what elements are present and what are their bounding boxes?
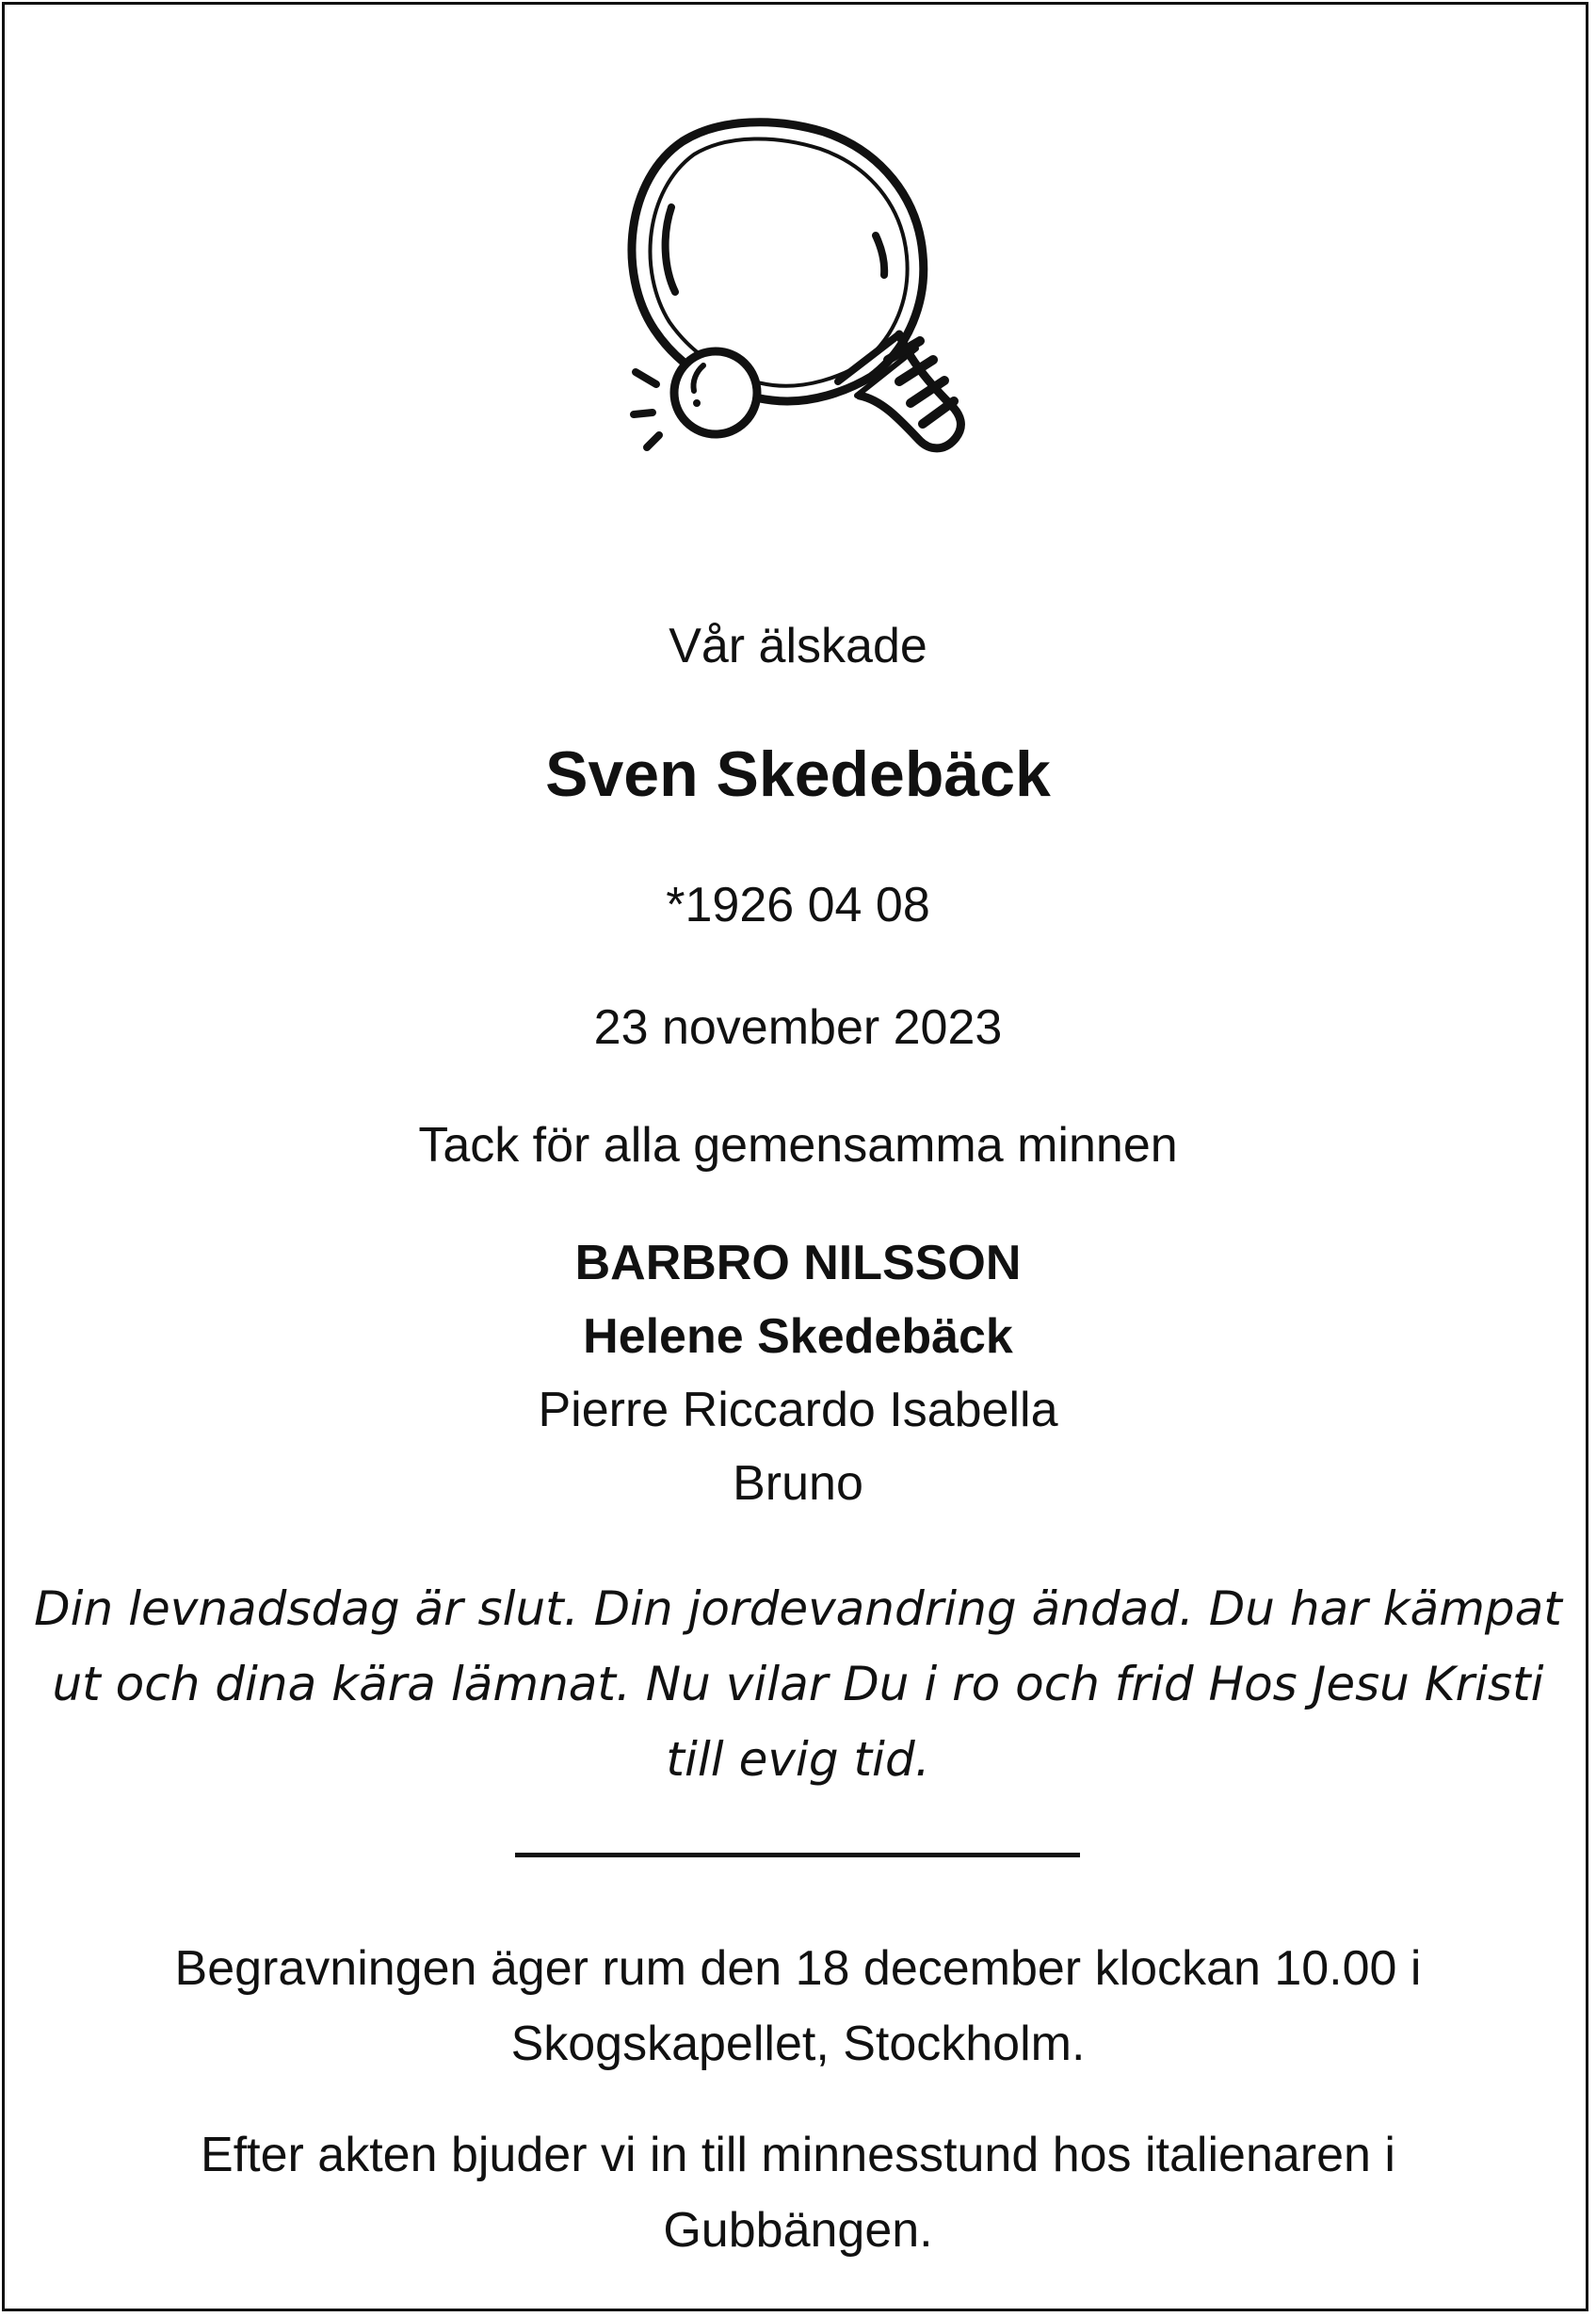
mourner-name: Pierre Riccardo Isabella <box>538 1383 1058 1437</box>
mourner-name: Bruno <box>733 1456 863 1511</box>
mourner-name: BARBRO NILSSON <box>574 1236 1022 1290</box>
intro-text: Vår älskade <box>669 619 927 673</box>
death-date: 23 november 2023 <box>593 1000 1003 1055</box>
ping-pong-paddle-icon <box>617 113 993 509</box>
memorial-verse: Din levnadsdag är slut. Din jordevandring ändad. Du har kämpat ut och dina kära lämnat. Nu vilar Du i ro och frid Hos Jesu Kristi till evig tid. <box>34 1581 1562 1787</box>
divider-line <box>515 1853 1080 1857</box>
funeral-info: Begravningen äger rum den 18 december klockan 10.00 i Skogskapellet, Stockholm. <box>174 1941 1422 2071</box>
mourner-name: Helene Skedebäck <box>583 1309 1013 1364</box>
birth-date: *1926 04 08 <box>666 878 930 932</box>
thanks-text: Tack för alla gemensamma minnen <box>418 1118 1178 1173</box>
deceased-name: Sven Skedebäck <box>545 738 1051 810</box>
reception-info: Efter akten bjuder vi in till minnesstund hos italienaren i Gubbängen. <box>201 2128 1395 2258</box>
